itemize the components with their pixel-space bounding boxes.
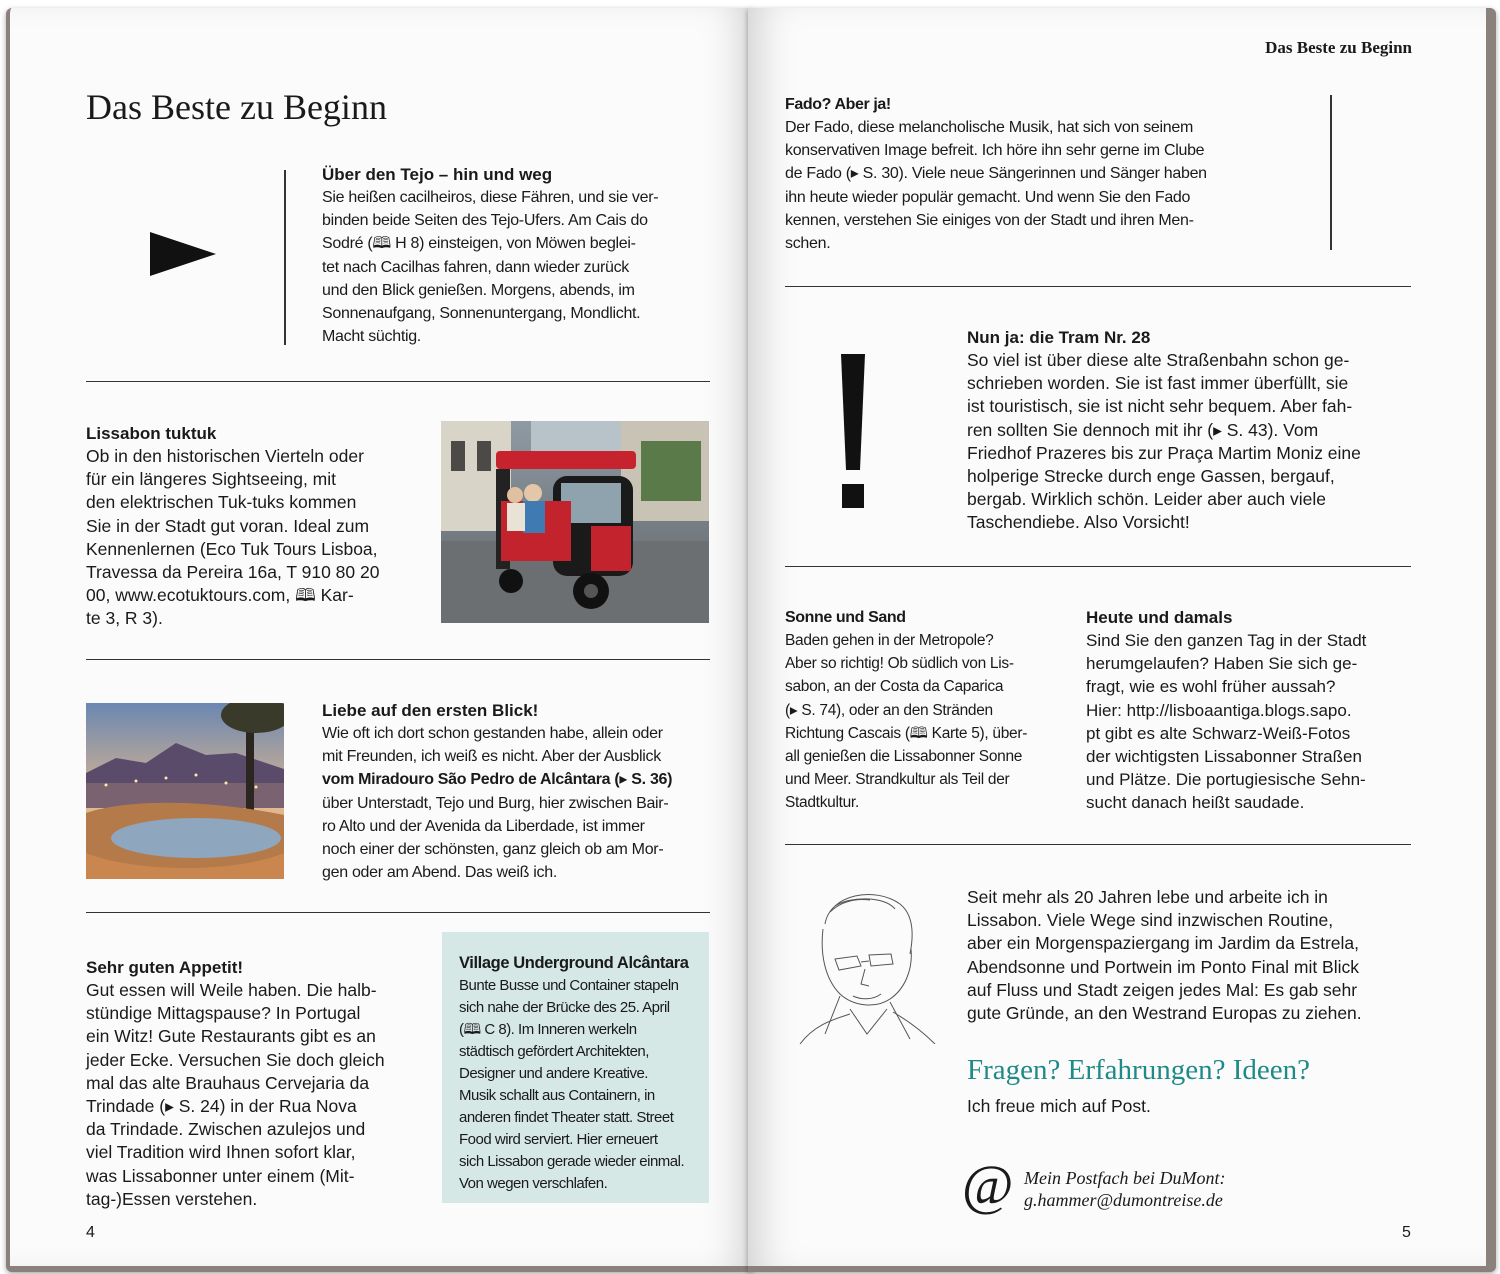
text-line: gute Gründe, an den Westrand Europas zu ziehen. [967, 1003, 1362, 1024]
running-head: Das Beste zu Beginn [1265, 38, 1412, 57]
text-line: te 3, R 3). [86, 608, 163, 629]
text-line: binden beide Seiten des Tejo-Ufers. Am Cais do [322, 212, 648, 230]
text-line: und Meer. Strandkultur als Teil der [785, 771, 1010, 789]
sonne-section [785, 606, 1053, 815]
page-number-left: 4 [86, 1224, 95, 1241]
fado-text [785, 116, 1297, 255]
section-divider [785, 844, 1411, 845]
text-line: Gut essen will Weile haben. Die halb- [86, 980, 377, 1000]
text-line: Sodré (🕮 H 8) einsteigen, von Möwen beglei- [322, 235, 636, 253]
text-line: noch einer der schönsten, ganz gleich ob am Mor- [322, 841, 664, 859]
text-line: schen. [785, 235, 831, 253]
text-line: Baden gehen in der Metropole? [785, 632, 994, 649]
text-line: tag-)Essen verstehen. [86, 1188, 258, 1209]
at-icon: @ [962, 1155, 1014, 1217]
text-line: auf Fluss und Stadt zeigen jedes Mal: Es gab sehr [967, 979, 1358, 1000]
text-line: konservativen Image befreit. Ich höre ihn sehr gerne im Clube [785, 142, 1205, 160]
heute-heading: Heute und damals [1086, 608, 1233, 627]
text-line: Musik schallt aus Containern, in [459, 1087, 655, 1104]
appetit-text [86, 979, 408, 1211]
text-line: bergab. Wirklich schön. Leider aber auch viele [967, 489, 1326, 510]
tuktuk-heading: Lissabon tuktuk [86, 424, 217, 443]
text-line: 00, www.ecotuktours.com, 🕮 Kar- [86, 585, 354, 606]
village-text [459, 975, 704, 1195]
text-line: aber ein Morgenspaziergang im Jardim da Estrela, [967, 933, 1359, 954]
section-divider [86, 381, 710, 382]
text-line: Sie in der Stadt gut voran. Ideal zum [86, 515, 370, 536]
tuktuk-section [86, 422, 408, 631]
text-line: holperige Strecke durch enge Gassen, bergauf, [967, 466, 1335, 487]
text-line: städtisch gefördert Architekten, [459, 1043, 649, 1060]
liebe-text [322, 722, 712, 884]
text-line: (▸ S. 74), oder an den Stränden [785, 701, 993, 719]
text-line: Ob in den historischen Vierteln oder [86, 446, 364, 466]
text-line: Trindade (▸ S. 24) in der Rua Nova [86, 1096, 357, 1117]
fado-heading: Fado? Aber ja! [785, 96, 891, 113]
vertical-rule [1330, 95, 1332, 250]
text-line: pt gibt es alte Schwarz-Weiß-Fotos [1086, 723, 1351, 743]
tram-heading: Nun ja: die Tram Nr. 28 [967, 328, 1151, 347]
text-line: schrieben worden. Sie ist fast immer überfüllt, sie [967, 373, 1349, 394]
text-line: sabon, an der Costa da Caparica [785, 678, 1004, 696]
text-line: tet nach Cacilhas fahren, dann wieder zurück [322, 258, 629, 276]
text-line: Sind Sie den ganzen Tag in der Stadt [1086, 631, 1367, 650]
text-line: Food wird serviert. Hier erneuert [459, 1131, 658, 1148]
text-line: Sie heißen cacilheiros, diese Fähren, und sie ver- [322, 189, 659, 206]
text-line: Travessa da Pereira 16a, T 910 80 20 [86, 562, 380, 583]
section-divider [785, 566, 1411, 567]
text-line: Wie oft ich dort schon gestanden habe, allein oder [322, 725, 663, 742]
questions-heading: Fragen? Erfahrungen? Ideen? [967, 1054, 1310, 1086]
text-line: und den Blick genießen. Morgens, abends, im [322, 281, 635, 299]
text-line: was Lissabonner unter einem (Mit- [86, 1165, 355, 1186]
tram-text [967, 349, 1413, 535]
text-line: Von wegen verschlafen. [459, 1175, 608, 1192]
text-line: für ein längeres Sightseeing, mit [86, 469, 336, 490]
author-portrait [795, 884, 945, 1044]
section-divider [86, 912, 710, 913]
text-line: anderen findet Theater statt. Street [459, 1109, 674, 1126]
page-title: Das Beste zu Beginn [86, 87, 387, 127]
text-line: Macht süchtig. [322, 328, 421, 346]
text-line: gen oder am Abend. Das weiß ich. [322, 864, 557, 882]
text-line: mal das alte Brauhaus Cervejaria da [86, 1072, 370, 1093]
email-link[interactable]: g.hammer@dumontreise.de [1024, 1190, 1223, 1210]
tuktuk-photo [441, 421, 709, 623]
miradouro-photo [86, 703, 284, 879]
text-line: ein Witz! Gute Restaurants gibt es an [86, 1026, 376, 1047]
text-line: über Unterstadt, Tejo und Burg, hier zwischen Bair- [322, 794, 669, 812]
text-line: und Plätze. Die portugiesische Sehn- [1086, 770, 1366, 790]
postfach-label: Mein Postfach bei DuMont: [1024, 1168, 1226, 1188]
text-line: (🕮 C 8). Im Inneren werkeln [459, 1021, 637, 1038]
freue-text: Ich freue mich auf Post. [967, 1096, 1151, 1116]
text-line: de Fado (▸ S. 30). Viele neue Sängerinnen und Sänger haben [785, 165, 1207, 183]
text-line: Friedhof Prazeres bis zur Praça Martim Moniz eine [967, 442, 1361, 463]
text-line: der wichtigsten Lissabonner Straßen [1086, 747, 1362, 767]
author-section [967, 886, 1413, 1025]
appetit-heading: Sehr guten Appetit! [86, 958, 244, 977]
text-line: ro Alto und der Avenida da Liberdade, ist immer [322, 817, 645, 835]
exclamation-icon [838, 352, 868, 512]
text-line: Stadtkultur. [785, 794, 859, 812]
text-line: Seit mehr als 20 Jahren lebe und arbeite ich in [967, 887, 1328, 907]
tram-section [967, 326, 1413, 535]
text-line: fragt, wie es wohl früher aussah? [1086, 677, 1336, 697]
text-line: sucht danach heißt saudade. [1086, 793, 1305, 813]
author-text [967, 886, 1413, 1025]
text-line: Richtung Cascais (🕮 Karte 5), über- [785, 724, 1028, 742]
village-section [459, 952, 704, 1195]
text-line: Der Fado, diese melancholische Musik, hat sich von seinem [785, 119, 1193, 136]
section-divider [785, 286, 1411, 287]
text-line: mit Freunden, ich weiß es nicht. Aber der Ausblick [322, 748, 661, 766]
heute-section [1086, 606, 1416, 815]
text-line: Abendsonne und Portwein im Ponto Final mit Blick [967, 956, 1360, 977]
text-line: ihn heute wieder populär gemacht. Und wenn Sie den Fado [785, 188, 1191, 206]
section-divider [86, 659, 710, 660]
tuktuk-text [86, 445, 408, 631]
liebe-section [322, 699, 712, 884]
text-line: den elektrischen Tuk-tuks kommen [86, 492, 357, 513]
text-line: viel Tradition wird Ihnen sofort klar, [86, 1142, 356, 1163]
tejo-text [322, 186, 712, 348]
sonne-text [785, 629, 1053, 815]
text-line: all genießen die Lissabonner Sonne [785, 748, 1023, 766]
text-line: Lissabon. Viele Wege sind inzwischen Routine, [967, 910, 1334, 931]
text-line: ren sollten Sie dennoch mit ihr (▸ S. 43). Vom [967, 419, 1319, 440]
text-line: Taschendiebe. Also Vorsicht! [967, 512, 1190, 533]
text-line: vom Miradouro São Pedro de Alcântara (▸ S. 36) [322, 771, 673, 789]
text-line: Aber so richtig! Ob südlich von Lis- [785, 655, 1014, 673]
text-line: herumgelaufen? Haben Sie sich ge- [1086, 654, 1358, 674]
text-line: Kennenlernen (Eco Tuk Tours Lisboa, [86, 538, 378, 559]
heute-text [1086, 629, 1416, 815]
text-line: Designer und andere Kreative. [459, 1065, 648, 1082]
sonne-heading: Sonne und Sand [785, 609, 906, 626]
vertical-rule [284, 170, 286, 345]
village-heading: Village Underground Alcântara [459, 954, 689, 972]
play-arrow-icon [148, 230, 218, 278]
text-line: ist touristisch, sie ist nicht sehr bequem. Aber fah- [967, 396, 1353, 417]
village-box [442, 932, 709, 1203]
text-line: Hier: http://lisboaantiga.blogs.sapo. [1086, 700, 1352, 720]
text-line: stündige Mittagspause? In Portugal [86, 1003, 361, 1024]
text-line: Bunte Busse und Container stapeln [459, 977, 679, 994]
text-line: sich Lissabon gerade wieder einmal. [459, 1153, 685, 1170]
text-line: So viel ist über diese alte Straßenbahn schon ge- [967, 350, 1350, 370]
liebe-heading: Liebe auf den ersten Blick! [322, 701, 539, 720]
tejo-section [322, 163, 712, 348]
text-line: kennen, verstehen Sie einiges von der Stadt und ihren Men- [785, 211, 1194, 229]
text-line: sich nahe der Brücke des 25. April [459, 999, 670, 1016]
text-line: da Trindade. Zwischen azulejos und [86, 1119, 366, 1140]
text-line: Sonnenaufgang, Sonnenuntergang, Mondlicht. [322, 305, 641, 323]
tejo-heading: Über den Tejo – hin und weg [322, 165, 553, 184]
page-number-right: 5 [1402, 1224, 1411, 1241]
appetit-section [86, 956, 408, 1211]
fado-section [785, 93, 1297, 255]
text-line: jeder Ecke. Versuchen Sie doch gleich [86, 1049, 385, 1070]
